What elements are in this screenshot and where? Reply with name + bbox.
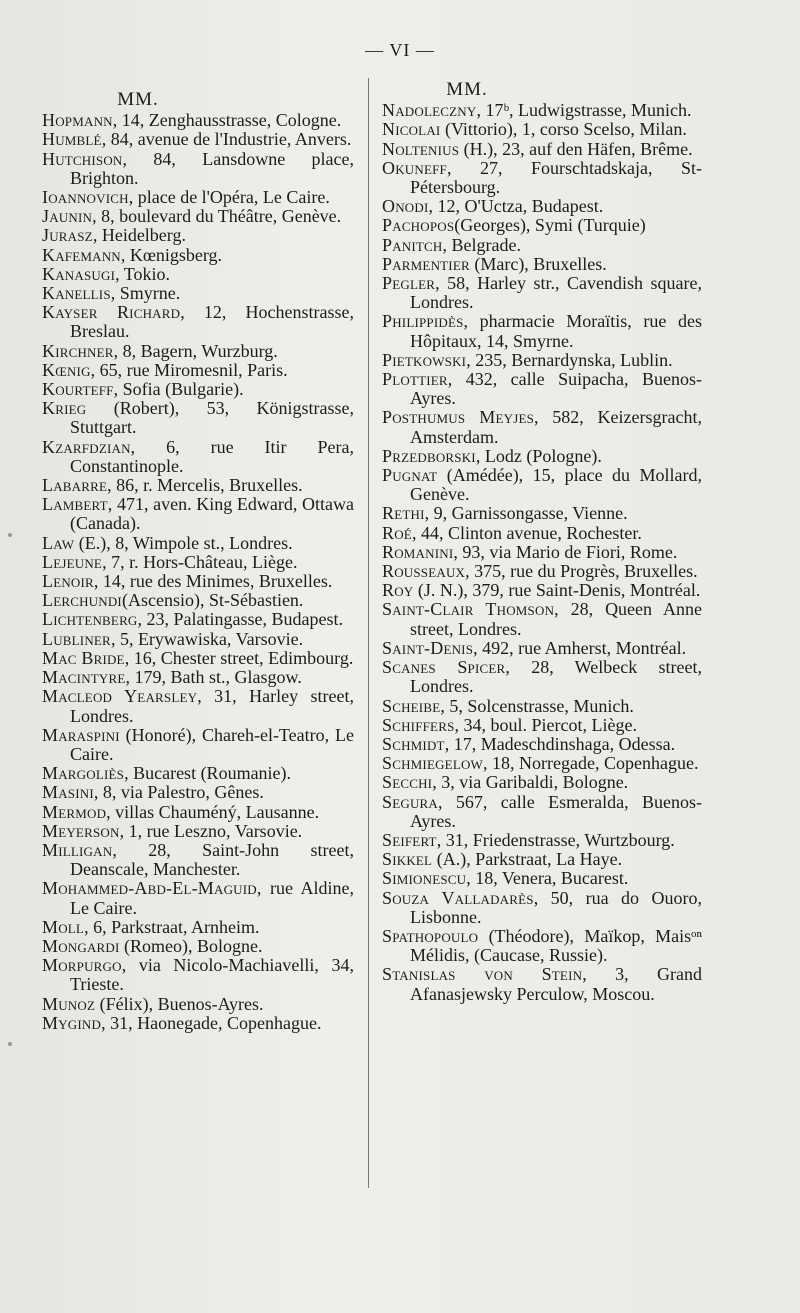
entry-address: , 3, via Garibaldi, Bologne. [432,772,629,793]
directory-entry [42,284,354,303]
entry-address: , 18, Venera, Bucarest. [466,868,629,889]
directory-entry [382,408,702,446]
directory-entry [42,342,354,361]
entry-name: Kafemann [42,244,121,265]
entry-name: Pietkowski [382,349,467,370]
entry-address: , 567, calle Esmeralda, Buenos-Ayres. [410,791,702,831]
directory-entry [42,130,354,149]
directory-entry [382,312,702,350]
entry-address: , Lodz (Pologne). [475,445,602,466]
entry-address: , 8, boulevard du Théâtre, Genève. [92,206,342,227]
directory-entry [42,879,354,917]
entry-name: Lambert [42,494,108,515]
entry-address: , Tokio. [115,263,171,284]
entry-address: (Georges), Symi (Turquie) [454,215,646,236]
entry-address: , Heidelberg. [92,225,186,246]
entry-name: Ioannovich [42,187,129,208]
entry-name: Panitch [382,234,443,255]
entry-address: , 582, Keizersgracht, Amsterdam. [410,407,702,447]
directory-entry [382,793,702,831]
entry-name: Mermod [42,801,107,822]
entry-address: , Belgrade. [442,234,521,255]
directory-entry [382,697,702,716]
entry-name: Nicolai [382,119,441,140]
entry-address: , 471, aven. King Edward, Ottawa (Canada). [70,494,354,534]
entry-name: Mygind [42,1012,102,1033]
entry-name: Macintyre [42,667,126,688]
directory-entry [382,869,702,888]
entry-name: Secchi [382,772,433,793]
directory-entry [42,937,354,956]
entry-name: Simionescu [382,868,467,889]
entry-name: Jurasz [42,225,93,246]
entry-address: (Félix), Buenos-Ayres. [95,993,264,1014]
entry-address: , 86, r. Mercelis, Bruxelles. [107,475,303,496]
entry-name: Roy [382,580,414,601]
entry-name: Moll [42,916,85,937]
right-entry-list [382,101,702,1004]
entry-name: Onodi [382,196,429,217]
entry-address: , 3, Grand Afanasjewsky Perculow, Moscou. [410,964,702,1004]
directory-entry [42,764,354,783]
left-column-header: MM. [117,89,159,110]
directory-entry [42,476,354,495]
directory-entry [42,610,354,629]
entry-name: Przedborski [382,445,476,466]
entry-address: , 1, rue Leszno, Varsovie. [119,820,303,841]
directory-entry [42,995,354,1014]
entry-address: (Amédée), 15, place du Mollard, Genève. [410,465,702,505]
entry-address: , 17, Madeschdinshaga, Odessa. [444,733,676,754]
entry-name: Kzarfdzian [42,436,131,457]
entry-name: Posthumus Meyjes [382,407,535,428]
entry-address: , 492, rue Amherst, Montréal. [473,637,687,658]
entry-address: , 6, rue Itir Pera, Constantinople. [70,436,354,476]
entry-name: Krieg [42,398,87,419]
entry-address: (H.), 23, auf den Häfen, Brême. [459,138,693,159]
entry-address: , 28, Queen Anne street, Londres. [410,599,702,639]
directory-entry [382,255,702,274]
margin-mark [8,1042,12,1046]
entry-name: Mongardi [42,935,120,956]
directory-entry [382,351,702,370]
entry-address: (Théodore), Maïkop, Maisᵒⁿ Mélidis, (Caucase, Russie). [410,925,702,966]
entry-address: , 27, Fourschtadskaja, St-Pétersbourg. [410,157,702,198]
entry-name: Kœnig [42,359,91,380]
directory-entry [382,216,702,235]
entry-name: Hopmann [42,110,113,131]
directory-entry [382,447,702,466]
directory-entry [382,274,702,312]
entry-address: , 34, boul. Piercot, Liège. [454,714,637,735]
entry-name: Souza Valladarès [382,887,534,908]
right-column [382,80,702,1004]
entry-name: Milligan [42,839,113,860]
entry-name: Stanislas von Stein [382,964,583,985]
directory-entry [382,543,702,562]
entry-address: , Smyrne. [110,283,181,304]
entry-name: Lerchundi [42,590,122,611]
directory-entry [42,361,354,380]
directory-entry [42,687,354,725]
entry-name: Law [42,532,75,553]
directory-entry [42,226,354,245]
entry-address: , Sofia (Bulgarie). [113,379,244,400]
entry-address: , villas Chauméný, Lausanne. [106,801,320,822]
directory-entry [42,534,354,553]
directory-entry [382,466,702,504]
entry-address: , 179, Bath st., Glasgow. [125,667,302,688]
entry-name: Humblé [42,129,102,150]
directory-entry [382,754,702,773]
entry-address: , 5, Solcenstrasse, Munich. [440,695,634,716]
entry-name: Lenoir [42,571,94,592]
entry-name: Rousseaux [382,561,466,582]
directory-entry [42,265,354,284]
directory-entry [42,822,354,841]
entry-name: Kanasugi [42,263,116,284]
entry-name: Seifert [382,829,437,850]
entry-address: (E.), 8, Wimpole st., Londres. [74,532,293,553]
entry-name: Hutchison [42,148,123,169]
directory-entry [42,956,354,994]
entry-name: Saint-Denis [382,637,474,658]
entry-name: Margoliès [42,763,125,784]
entry-address: (Romeo), Bologne. [119,935,263,956]
entry-name: Lejeune [42,551,103,572]
directory-entry [42,150,354,188]
directory-entry [42,111,354,130]
directory-entry [42,668,354,687]
directory-entry [42,649,354,668]
entry-address: (A.), Parkstraat, La Haye. [432,849,623,870]
directory-entry [382,236,702,255]
directory-entry [382,101,702,120]
entry-address: , via Nicolo-Machiavelli, 34, Trieste. [70,955,354,995]
directory-entry [42,841,354,879]
directory-entry [42,630,354,649]
entry-name: Scheibe [382,695,441,716]
entry-address: , 65, rue Miromesnil, Paris. [90,359,288,380]
directory-entry [42,246,354,265]
directory-entry [382,889,702,927]
entry-name: Meyerson [42,820,120,841]
directory-entry [382,562,702,581]
entry-name: Labarre [42,475,108,496]
entry-address: , 8, via Palestro, Gênes. [93,782,264,803]
entry-address: (Vittorio), 1, corso Scelso, Milan. [440,119,687,140]
directory-entry [42,553,354,572]
margin-mark [8,533,12,537]
entry-name: Kayser Richard [42,302,181,323]
directory-entry [382,831,702,850]
directory-entry [382,850,702,869]
entry-name: Schmiegelow [382,753,484,774]
entry-address: , rue Aldine, Le Caire. [70,878,354,918]
entry-address: , 93, via Mario de Fiori, Rome. [453,541,678,562]
entry-address: , 12, Hochenstrasse, Breslau. [70,302,354,342]
entry-name: Rethi [382,503,425,524]
entry-address: , place de l'Opéra, Le Caire. [128,187,330,208]
directory-entry [42,495,354,533]
directory-entry [42,803,354,822]
entry-address: , 8, Bagern, Wurzburg. [113,340,278,361]
directory-entry [42,207,354,226]
directory-entry [382,600,702,638]
entry-name: Morpurgo [42,955,122,976]
right-column-header: MM. [446,79,488,100]
entry-address: , 6, Parkstraat, Arnheim. [84,916,260,937]
directory-entry [42,380,354,399]
directory-entry [382,197,702,216]
entry-name: Spathopoulo [382,925,479,946]
directory-entry [42,783,354,802]
directory-entry [382,965,702,1003]
entry-name: Segura [382,791,438,812]
entry-name: Philippidès [382,311,464,332]
entry-name: Pachopos [382,215,455,236]
entry-name: Jaunin [42,206,93,227]
directory-entry [42,1014,354,1033]
entry-address: , Kœnigsberg. [120,244,223,265]
left-column [42,80,354,1033]
entry-address: , 14, Zenghausstrasse, Cologne. [112,110,342,131]
directory-entry [42,438,354,476]
entry-address: , 50, rua do Ouoro, Lisbonne. [410,887,702,927]
directory-entry [382,504,702,523]
entry-address: , 31, Friedenstrasse, Wurtzbourg. [436,829,675,850]
entry-name: Maraspini [42,724,120,745]
entry-address: , 84, avenue de l'Industrie, Anvers. [101,129,352,150]
directory-entry [382,159,702,197]
entry-address: , 23, Palatingasse, Budapest. [137,609,344,630]
entry-name: Masini [42,782,94,803]
entry-address: (Marc), Bruxelles. [469,253,607,274]
directory-entry [42,188,354,207]
entry-name: Roé [382,522,412,543]
entry-address: , 14, rue des Minimes, Bruxelles. [93,571,333,592]
entry-name: Mac Bride [42,647,125,668]
entry-name: Okuneff [382,157,447,178]
entry-address: (Robert), 53, Königstrasse, Stuttgart. [70,398,354,438]
directory-entry [382,773,702,792]
entry-name: Schiffers [382,714,455,735]
directory-entry [382,927,702,965]
entry-name: Kirchner [42,340,114,361]
entry-name: Pugnat [382,465,438,486]
left-entry-list [42,111,354,1033]
entry-name: Munoz [42,993,96,1014]
entry-address: , 44, Clinton avenue, Rochester. [411,522,642,543]
entry-name: Sikkel [382,849,433,870]
entry-address: , pharmacie Moraïtis, rue des Hôpitaux, 14, Smyrne. [410,311,702,351]
entry-name: Kanellis [42,283,111,304]
directory-entry [42,303,354,341]
entry-address: , 31, Haonegade, Copenhague. [101,1012,322,1033]
page-number: — VI — [365,40,435,60]
entry-address: , 12, O'Uctza, Budapest. [428,196,604,217]
column-divider [368,78,369,1188]
entry-address: (J. N.), 379, rue Saint-Denis, Montréal. [413,580,701,601]
entry-name: Scanes Spicer [382,657,506,678]
entry-address: , 58, Harley str., Cavendish square, Londres. [410,273,702,313]
directory-entry [42,572,354,591]
entry-address: , 28, Saint-John street, Deanscale, Manchester. [70,839,354,880]
entry-address: (Ascensio), St-Sébastien. [121,590,304,611]
directory-entry [42,918,354,937]
entry-name: Macleod Yearsley [42,686,198,707]
entry-name: Kourteff [42,379,114,400]
entry-address: , 7, r. Hors-Château, Liège. [102,551,298,572]
entry-address: (Honoré), Chareh-el-Teatro, Le Caire. [70,724,354,764]
entry-name: Mohammed-Abd-El-Maguid [42,878,257,899]
directory-entry [382,370,702,408]
entry-address: , Bucarest (Roumanie). [124,763,292,784]
directory-entry [382,716,702,735]
entry-address: , 16, Chester street, Edimbourg. [124,647,354,668]
entry-address: , 375, rue du Progrès, Bruxelles. [465,561,698,582]
entry-name: Nadoleczny [382,100,477,121]
directory-entry [382,581,702,600]
entry-address: , 9, Garnissongasse, Vienne. [424,503,628,524]
entry-name: Parmentier [382,253,470,274]
entry-address: , 235, Bernardynska, Lublin. [466,349,673,370]
entry-address: , 84, Lansdowne place, Brighton. [70,148,354,188]
entry-name: Saint-Clair Thomson [382,599,555,620]
entry-name: Romanini [382,541,454,562]
directory-entry [42,399,354,437]
entry-address: , 31, Harley street, Londres. [70,686,354,726]
entry-name: Noltenius [382,138,460,159]
directory-entry [382,120,702,139]
directory-entry [382,735,702,754]
entry-name: Schmidt [382,733,445,754]
entry-name: Pegler [382,273,436,294]
directory-entry [42,591,354,610]
entry-name: Plottier [382,369,448,390]
directory-entry [382,658,702,696]
entry-address: , 5, Erywawiska, Varsovie. [110,628,304,649]
entry-name: Lichtenberg [42,609,138,630]
directory-entry [382,524,702,543]
directory-entry [42,726,354,764]
directory-entry [382,639,702,658]
entry-address: , 432, calle Suipacha, Buenos-Ayres. [410,369,702,409]
entry-address: , 17ᵇ, Ludwigstrasse, Munich. [476,100,692,121]
directory-entry [382,140,702,159]
entry-address: , 28, Welbeck street, Londres. [410,657,702,697]
entry-name: Lubliner [42,628,111,649]
entry-address: , 18, Norregade, Copenhague. [483,753,699,774]
